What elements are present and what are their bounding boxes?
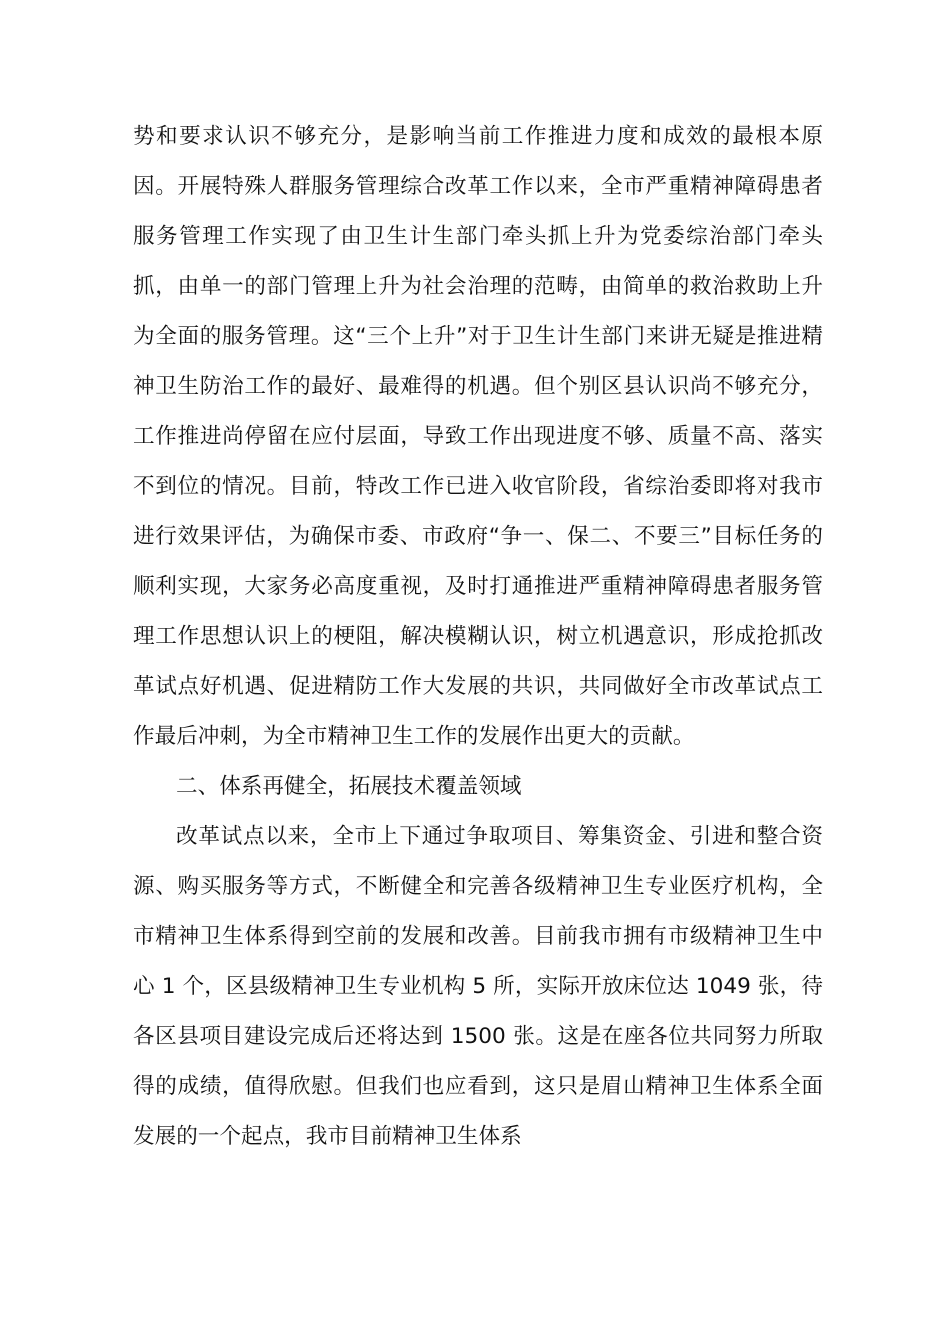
body-paragraph-2: 改革试点以来，全市上下通过争取项目、筹集资金、引进和整合资源、购买服务等方式，不断健全和完善各级精神卫生专业医疗机构，全市精神卫生体系得到空前的发展和改善。目前我市拥有市级精神卫生中心 1 个，区县级精神卫生专业机构 5 所，实际开放床位达 1049 张，待各区县项目建设完成后还将达到 1500 张。这是在座各位共同努力所取得的成绩，值得欣慰。但我们也应看到，这只是眉山精神卫生体系全面发展的一个起点，我市目前精神卫生体系 — [133, 824, 823, 1149]
section-heading: 二、体系再健全，拓展技术覆盖领域 — [176, 774, 522, 799]
body-paragraph-1: 势和要求认识不够充分，是影响当前工作推进力度和成效的最根本原因。开展特殊人群服务管理综合改革工作以来，全市严重精神障碍患者服务管理工作实现了由卫生计生部门牵头抓上升为党委综治部门牵头抓，由单一的部门管理上升为社会治理的范畴，由简单的救治救助上升为全面的服务管理。这“三个上升”对于卫生计生部门来讲无疑是推进精神卫生防治工作的最好、最难得的机遇。但个别区县认识尚不够充分，工作推进尚停留在应付层面，导致工作出现进度不够、质量不高、落实不到位的情况。目前，特改工作已进入收官阶段，省综治委即将对我市进行效果评估，为确保市委、市政府“争一、保二、不要三”目标任务的顺利实现，大家务必高度重视，及时打通推进严重精神障碍患者服务管理工作思想认识上的梗阻，解决模糊认识，树立机遇意识，形成抢抓改革试点好机遇、促进精防工作大发展的共识，共同做好全市改革试点工作最后冲刺，为全市精神卫生工作的发展作出更大的贡献。 — [133, 124, 823, 749]
document-page — [133, 112, 823, 1162]
